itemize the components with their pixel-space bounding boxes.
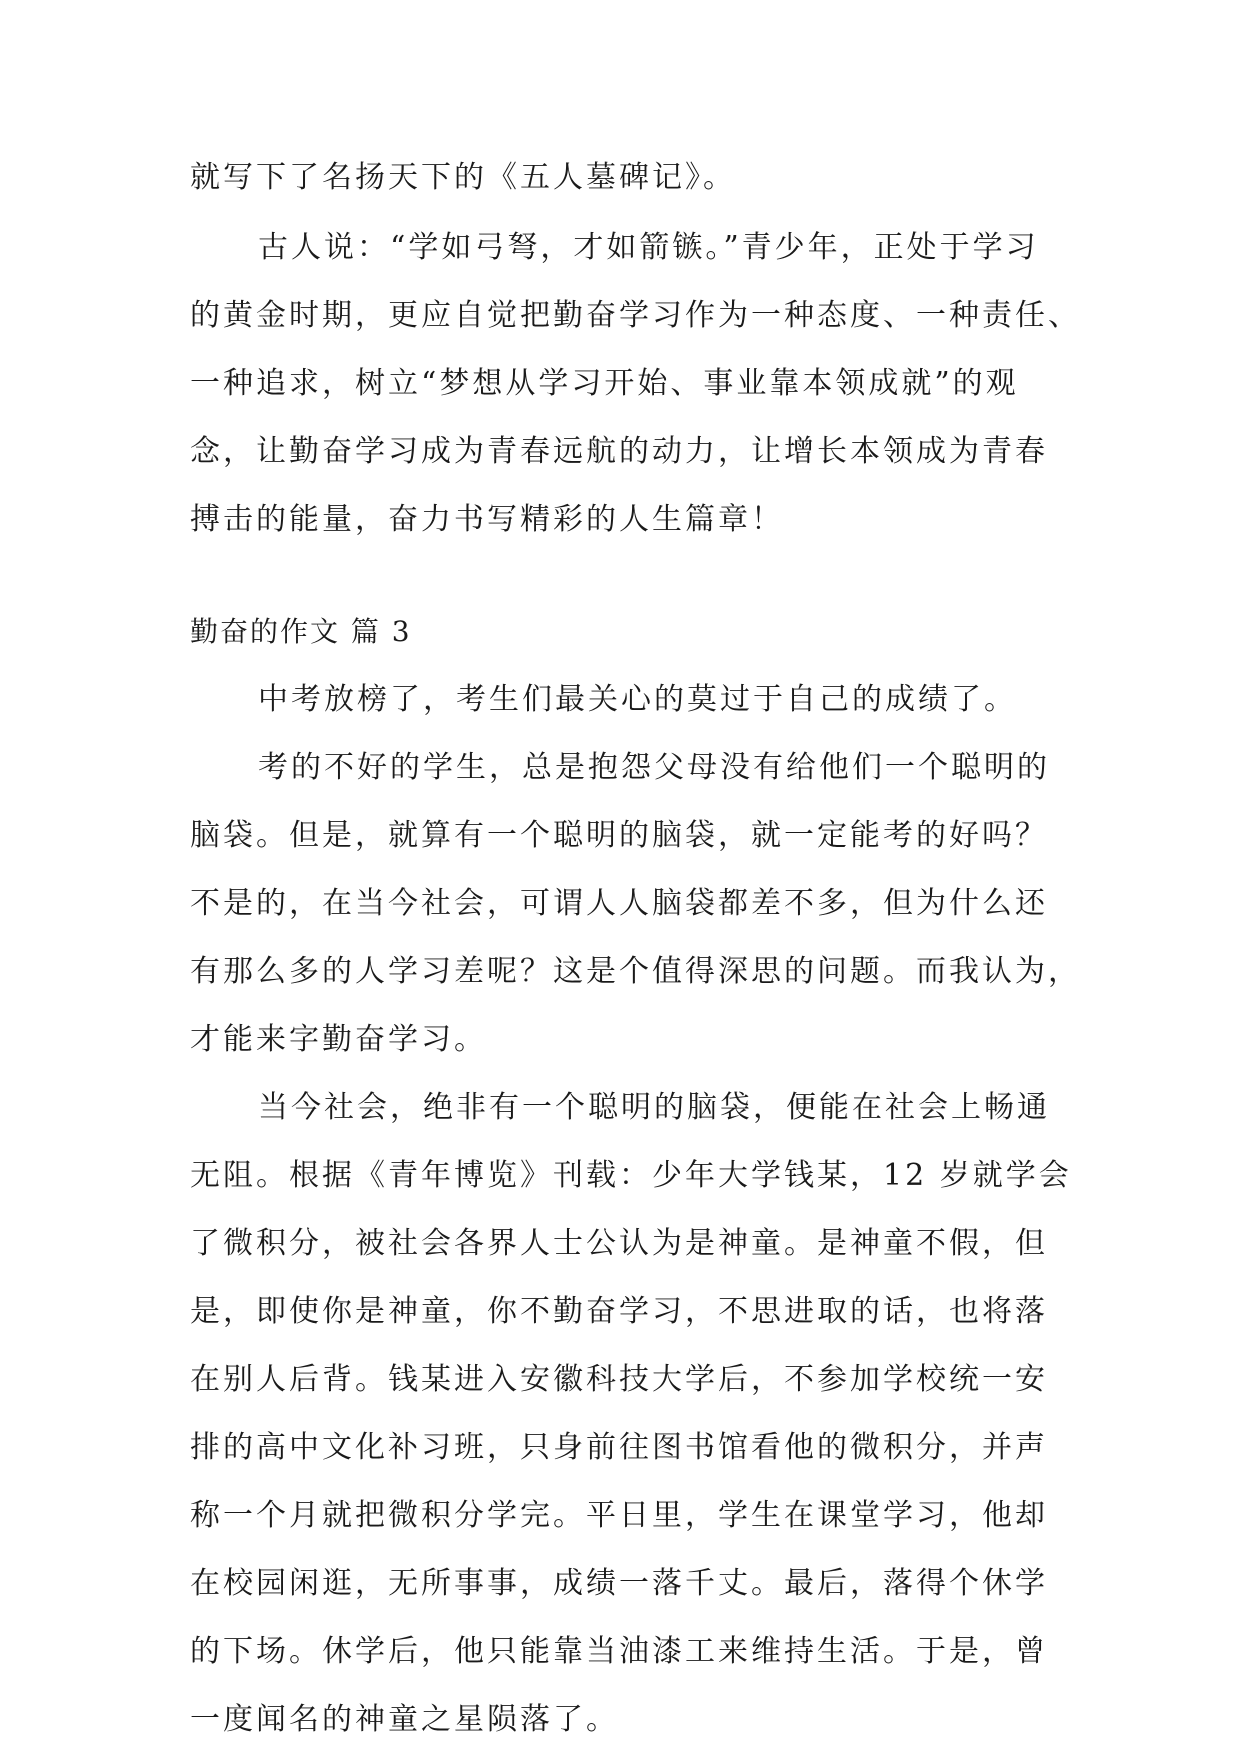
paragraph-line: 搏击的能量，奋力书写精彩的人生篇章！ bbox=[190, 502, 784, 537]
paragraph-line: 称一个月就把微积分学完。平日里，学生在课堂学习，他却 bbox=[190, 1498, 1048, 1533]
paragraph-line: 在校园闲逛，无所事事，成绩一落千丈。最后，落得个休学 bbox=[190, 1566, 1048, 1601]
paragraph-line: 念，让勤奋学习成为青春远航的动力，让增长本领成为青春 bbox=[190, 434, 1048, 469]
paragraph-line: 是，即使你是神童，你不勤奋学习，不思进取的话，也将落 bbox=[190, 1294, 1048, 1329]
paragraph-line: 了微积分，被社会各界人士公认为是神童。是神童不假，但 bbox=[190, 1226, 1048, 1261]
paragraph-line: 就写下了名扬天下的《五人墓碑记》。 bbox=[190, 160, 736, 195]
paragraph-line: 一度闻名的神童之星陨落了。 bbox=[190, 1702, 619, 1737]
section-heading: 勤奋的作文 篇 3 bbox=[190, 615, 412, 648]
paragraph-line: 的下场。休学后，他只能靠当油漆工来维持生活。于是，曾 bbox=[190, 1634, 1048, 1669]
paragraph-line: 在别人后背。钱某进入安徽科技大学后，不参加学校统一安 bbox=[190, 1362, 1048, 1397]
paragraph-line: 有那么多的人学习差呢？这是个值得深思的问题。而我认为， bbox=[190, 954, 1081, 989]
paragraph-line: 一种追求，树立“梦想从学习开始、事业靠本领成就”的观 bbox=[190, 366, 1019, 401]
paragraph-line: 无阻。根据《青年博览》刊载：少年大学钱某，12 岁就学会 bbox=[190, 1158, 1072, 1193]
paragraph-line: 的黄金时期，更应自觉把勤奋学习作为一种态度、一种责任、 bbox=[190, 298, 1081, 333]
paragraph-line: 考的不好的学生，总是抱怨父母没有给他们一个聪明的 bbox=[258, 750, 1050, 785]
paragraph-line: 排的高中文化补习班，只身前往图书馆看他的微积分，并声 bbox=[190, 1430, 1048, 1465]
paragraph-line: 才能来字勤奋学习。 bbox=[190, 1022, 487, 1057]
paragraph-line: 脑袋。但是，就算有一个聪明的脑袋，就一定能考的好吗？ bbox=[190, 818, 1048, 853]
paragraph-line: 不是的，在当今社会，可谓人人脑袋都差不多，但为什么还 bbox=[190, 886, 1048, 921]
paragraph-line: 当今社会，绝非有一个聪明的脑袋，便能在社会上畅通 bbox=[258, 1090, 1050, 1125]
paragraph-line: 古人说：“学如弓弩，才如箭镞。”青少年，正处于学习 bbox=[258, 230, 1039, 265]
paragraph-line: 中考放榜了，考生们最关心的莫过于自己的成绩了。 bbox=[258, 682, 1017, 717]
